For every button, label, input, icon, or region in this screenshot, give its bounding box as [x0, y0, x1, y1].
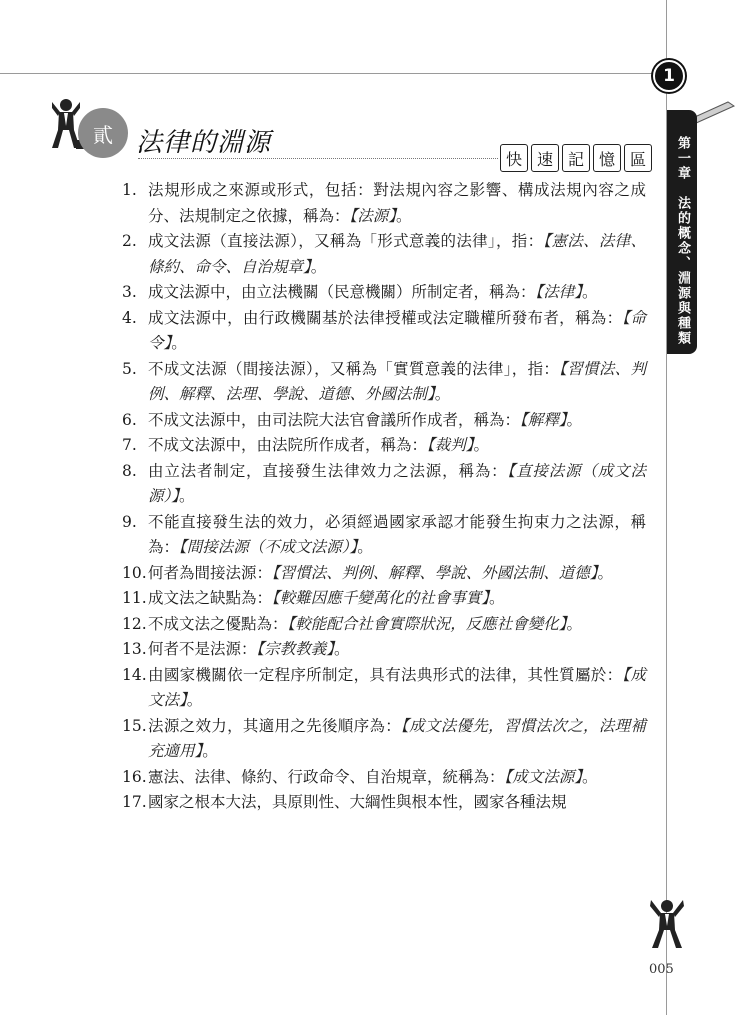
item-number: 2.: [122, 232, 137, 250]
item-answer: 【較能配合社會實際狀況，反應社會變化】: [287, 614, 567, 633]
list-item: [122, 357, 646, 408]
list-item: [122, 586, 646, 612]
quick-memory-char: 快: [500, 144, 528, 172]
list-item: [122, 229, 646, 280]
item-answer: 【直接法源（成文法源）】: [148, 461, 646, 505]
list-item: [122, 280, 646, 306]
top-rule: [0, 73, 667, 74]
quick-memory-box: [500, 144, 652, 172]
list-item: [122, 459, 646, 510]
item-answer: 【解釋】: [520, 410, 567, 429]
item-number: 1.: [122, 181, 137, 199]
item-answer: 【習慣法、判例、解釋、學說、外國法制、道德】: [272, 563, 598, 582]
item-text: 成文法源中，由行政機關基於法律授權或法定職權所發布者，稱為：【命令】。: [148, 308, 646, 352]
item-number: 6.: [122, 410, 137, 429]
item-text: 成文法源中，由立法機關（民意機關）所制定者，稱為：【法律】。: [148, 283, 598, 301]
item-number: 11.: [122, 589, 147, 607]
item-text: 成文法源（直接法源），又稱為「形式意義的法律」，指：【憲法、法律、條約、命令、自治規章】。: [148, 232, 646, 276]
item-number: 5.: [122, 359, 137, 378]
item-text: 不能直接發生法的效力，必須經過國家承認才能發生拘束力之法源，稱為：【間接法源（不成文法源）】。: [148, 512, 646, 556]
item-answer: 【成文法優先，習慣法次之，法理補充適用】: [148, 716, 646, 760]
list-item: [122, 663, 646, 714]
list-item: [122, 408, 646, 434]
item-answer: 【習慣法、判例、解釋、法理、學說、道德、外國法制】: [148, 359, 646, 403]
item-answer: 【成文法】: [148, 665, 646, 709]
memory-list: [122, 178, 646, 816]
item-text: 法規形成之來源或形式，包括：對法規內容之影響、構成法規內容之成分、法規制定之依據，稱為：【法源】。: [148, 181, 646, 225]
section-label: 貳: [78, 108, 128, 158]
item-text: 不成文法之優點為：【較能配合社會實際狀況，反應社會變化】。: [148, 614, 583, 633]
chapter-tab-label: 第一章 法的概念、淵源與種類: [675, 136, 690, 346]
item-answer: 【裁判】: [427, 436, 474, 454]
item-text: 不成文法源中，由司法院大法官會議所作成者，稱為：【解釋】。: [148, 410, 583, 429]
chapter-tab: [667, 110, 697, 354]
item-answer: 【間接法源（不成文法源）】: [179, 538, 358, 556]
item-number: 8.: [122, 461, 137, 480]
list-item: [122, 637, 646, 663]
item-number: 4.: [122, 308, 137, 327]
item-answer: 【命令】: [148, 308, 646, 352]
list-item: [122, 178, 646, 229]
list-item: [122, 765, 646, 791]
item-answer: 【法源】: [349, 206, 397, 225]
item-number: 13.: [122, 640, 147, 658]
list-item: [122, 510, 646, 561]
list-item: [122, 714, 646, 765]
item-number: 9.: [122, 512, 137, 531]
item-answer: 【宗教教義】: [256, 640, 335, 658]
item-number: 16.: [122, 767, 147, 786]
businessman-icon: [647, 898, 687, 950]
item-text: 成文法之缺點為：【較難因應千變萬化的社會事實】。: [148, 589, 505, 607]
item-number: 10.: [122, 563, 147, 582]
item-answer: 【法律】: [535, 283, 583, 301]
quick-memory-char: 記: [562, 144, 590, 172]
item-answer: 【較難因應千變萬化的社會事實】: [272, 589, 490, 607]
section-title: 法律的淵源: [136, 128, 272, 158]
item-text: 何者為間接法源：【習慣法、判例、解釋、學說、外國法制、道德】。: [148, 563, 614, 582]
quick-memory-char: 區: [624, 144, 652, 172]
quick-memory-char: 憶: [593, 144, 621, 172]
item-text: 何者不是法源：【宗教教義】。: [148, 640, 350, 658]
item-answer: 【憲法、法律、條約、命令、自治規章】: [148, 232, 646, 276]
item-text: 憲法、法律、條約、行政命令、自治規章，統稱為：【成文法源】。: [148, 767, 598, 786]
item-number: 7.: [122, 436, 137, 454]
item-number: 15.: [122, 716, 147, 735]
list-item: [122, 612, 646, 638]
item-text: 不成文法源中，由法院所作成者，稱為：【裁判】。: [148, 436, 490, 454]
list-item: [122, 790, 646, 816]
chapter-number-badge: 1: [653, 60, 685, 92]
list-item: [122, 433, 646, 459]
item-text: 國家之根本大法，具原則性、大綱性與根本性，國家各種法規: [148, 793, 567, 811]
list-item: [122, 561, 646, 587]
item-text: 由國家機關依一定程序所制定，具有法典形式的法律，其性質屬於：【成文法】。: [148, 665, 646, 709]
item-number: 12.: [122, 614, 147, 633]
item-answer: 【成文法源】: [504, 767, 583, 786]
title-dotted-rule: [138, 158, 498, 159]
item-number: 14.: [122, 665, 147, 684]
item-text: 不成文法源（間接法源），又稱為「實質意義的法律」，指：【習慣法、判例、解釋、法理、學說、道德、外國法制】。: [148, 359, 646, 403]
item-text: 由立法者制定，直接發生法律效力之法源，稱為：【直接法源（成文法源）】。: [148, 461, 646, 505]
item-number: 3.: [122, 283, 137, 301]
item-number: 17.: [122, 793, 147, 811]
page-number: 005: [649, 962, 674, 977]
item-text: 法源之效力，其適用之先後順序為：【成文法優先，習慣法次之，法理補充適用】。: [148, 716, 646, 760]
list-item: [122, 306, 646, 357]
quick-memory-char: 速: [531, 144, 559, 172]
